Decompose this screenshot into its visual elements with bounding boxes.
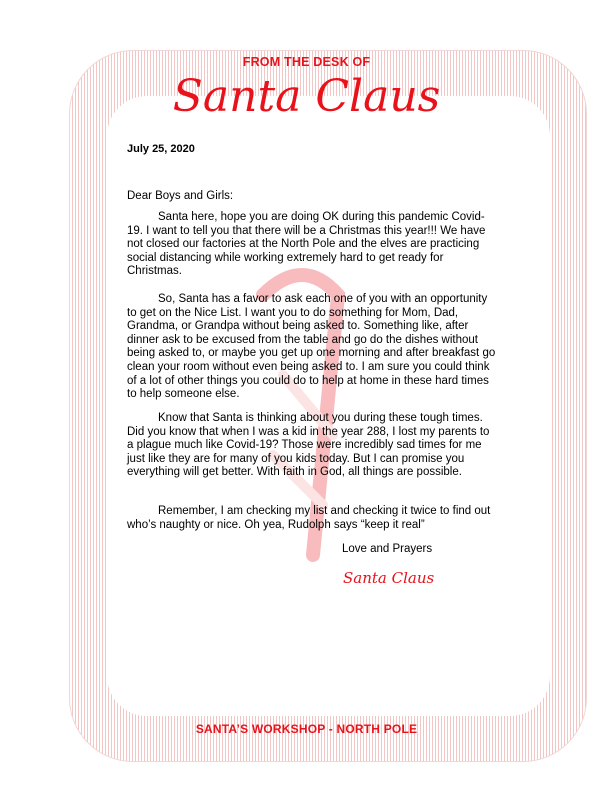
santa-claus-title: Santa Claus [172,71,441,122]
letter-date: July 25, 2020 [127,143,195,155]
paragraph-3: Know that Santa is thinking about you during these tough times. Did you know that when I was a kid in the year 288, I lost my parents to a plague much like Covid-19? Those were incredibly sad times for me just like they are for many of you kids today. But I can promise you everything will get better. With faith in God, all things are possible. [127,412,490,479]
paragraph-4: Remember, I am checking my list and checking it twice to find out who’s naughty or nice. Oh yea, Rudolph says “keep it real” [127,505,491,531]
from-desk-heading: FROM THE DESK OF [242,55,371,69]
signature: Santa Claus [343,569,435,587]
paragraph-2: So, Santa has a favor to ask each one of you with an opportunity to get on the Nice List. I want you to do something for Mom, Dad, Grandma, or Grandpa without being asked to. Something like, after dinner ask to be excused from the table and go do the dishes without being asked to, or maybe you get up one morning and after breakfast go clean your room without even being asked to. I am sure you could think of a lot of other things you could do to help at home in these hard times to help someone else. [127,293,496,401]
paragraph-1: Santa here, hope you are doing OK during this pandemic Covid-19. I want to tell you that there will be a Christmas this year!!! We have not closed our factories at the North Pole and the elves are practicing social distancing while working extremely hard to get ready for Christmas. [127,211,486,278]
salutation: Dear Boys and Girls: [127,190,234,202]
closing: Love and Prayers [342,543,433,555]
footer-workshop: SANTA’S WORKSHOP - NORTH POLE [195,722,418,736]
